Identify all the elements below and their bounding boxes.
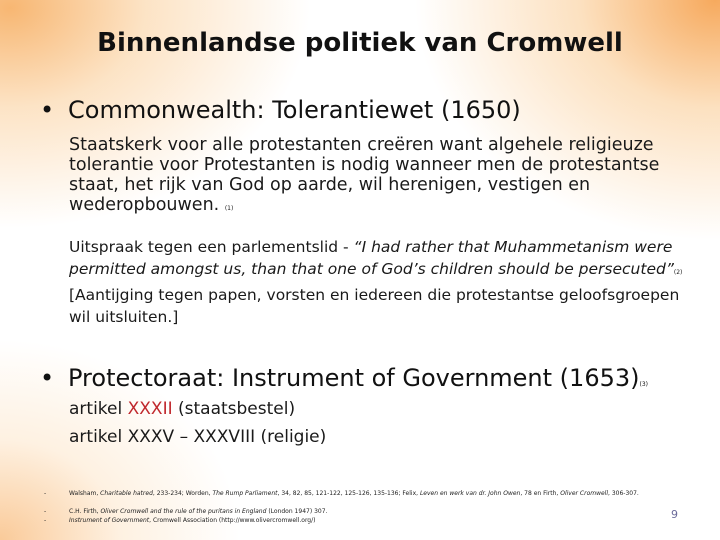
footnote-3-part-0: Instrument of Government: [69, 517, 150, 524]
uitspraak-paragraph: [69, 236, 689, 328]
artikel-xxxii-prefix: artikel: [69, 399, 128, 419]
bullet-marker: •: [40, 364, 55, 392]
bullet-protectoraat-heading: Protectoraat: Instrument of Government (1653): [68, 364, 640, 392]
tolerantiewet-paragraph: [69, 135, 689, 219]
page-number: 9: [671, 508, 678, 521]
uitspraak-lead: Uitspraak tegen een parlementslid -: [69, 238, 354, 256]
footnote-ref-3: (3): [639, 381, 648, 388]
footnote-1-part-8: , 306-307.: [608, 490, 639, 497]
footnote-ref-1: (1): [224, 205, 234, 212]
footnote-2-part-1: Oliver Cromwell and the rule of the puritans in England: [100, 508, 267, 515]
bullet-marker: •: [40, 96, 55, 124]
footnote-1: [44, 489, 684, 498]
footnote-3: [44, 516, 684, 525]
footnote-2-part-2: (London 1947) 307.: [266, 508, 328, 515]
footnote-1-part-0: Walsham,: [69, 490, 101, 497]
footnote-1-part-5: Leven en werk van dr. John Owen: [419, 490, 521, 497]
footnote-1-part-7: Oliver Cromwell: [560, 490, 609, 497]
footnote-1-part-4: , 34, 82, 85, 121-122, 125-126, 135-136; Felix,: [277, 490, 420, 497]
footnote-1-part-3: The Rump Parliament: [212, 490, 278, 497]
footnote-2-part-0: C.H. Firth,: [69, 508, 101, 515]
bullet-commonwealth: [40, 96, 521, 124]
footnote-2: [44, 507, 684, 516]
artikel-xxxii-highlight: XXXII: [127, 399, 173, 419]
footnote-1-part-6: , 78 en Firth,: [520, 490, 561, 497]
tolerantiewet-text: Staatskerk voor alle protestanten creëren want algehele religieuze tolerantie voor Protestanten is nodig wanneer men de protestantse staat, het rijk van God op aarde, wil herenigen, vestigen en wederopbouwen.: [69, 135, 660, 215]
footnote-3-part-1: , Cromwell Association (http://www.olivercromwell.org/): [149, 517, 316, 524]
footnote-bullet: -: [44, 508, 47, 515]
artikel-xxxii-line: [69, 399, 295, 419]
footnote-1-part-2: , 233-234; Worden,: [152, 490, 213, 497]
artikel-xxxii-suffix: (staatsbestel): [172, 399, 296, 419]
footnote-bullet: -: [44, 490, 47, 497]
uitspraak-quote: “I had rather that Muhammetanism were permitted amongst us, than that one of God’s children should be persecuted”: [69, 238, 674, 278]
slide-title: Binnenlandse politiek van Cromwell: [97, 28, 623, 58]
footnote-bullet: -: [44, 517, 47, 524]
artikel-xxxv-line: artikel XXXV – XXXVIII (religie): [69, 427, 327, 447]
uitspraak-tail: [Aantijging tegen papen, vorsten en iedereen die protestantse geloofsgroepen wil uitsluiten.]: [69, 286, 680, 326]
footnote-ref-2: (2): [673, 269, 683, 276]
bullet-protectoraat: [40, 364, 648, 392]
bullet-commonwealth-heading: Commonwealth: Tolerantiewet (1650): [68, 96, 521, 124]
footnote-1-part-1: Charitable hatred: [100, 490, 153, 497]
